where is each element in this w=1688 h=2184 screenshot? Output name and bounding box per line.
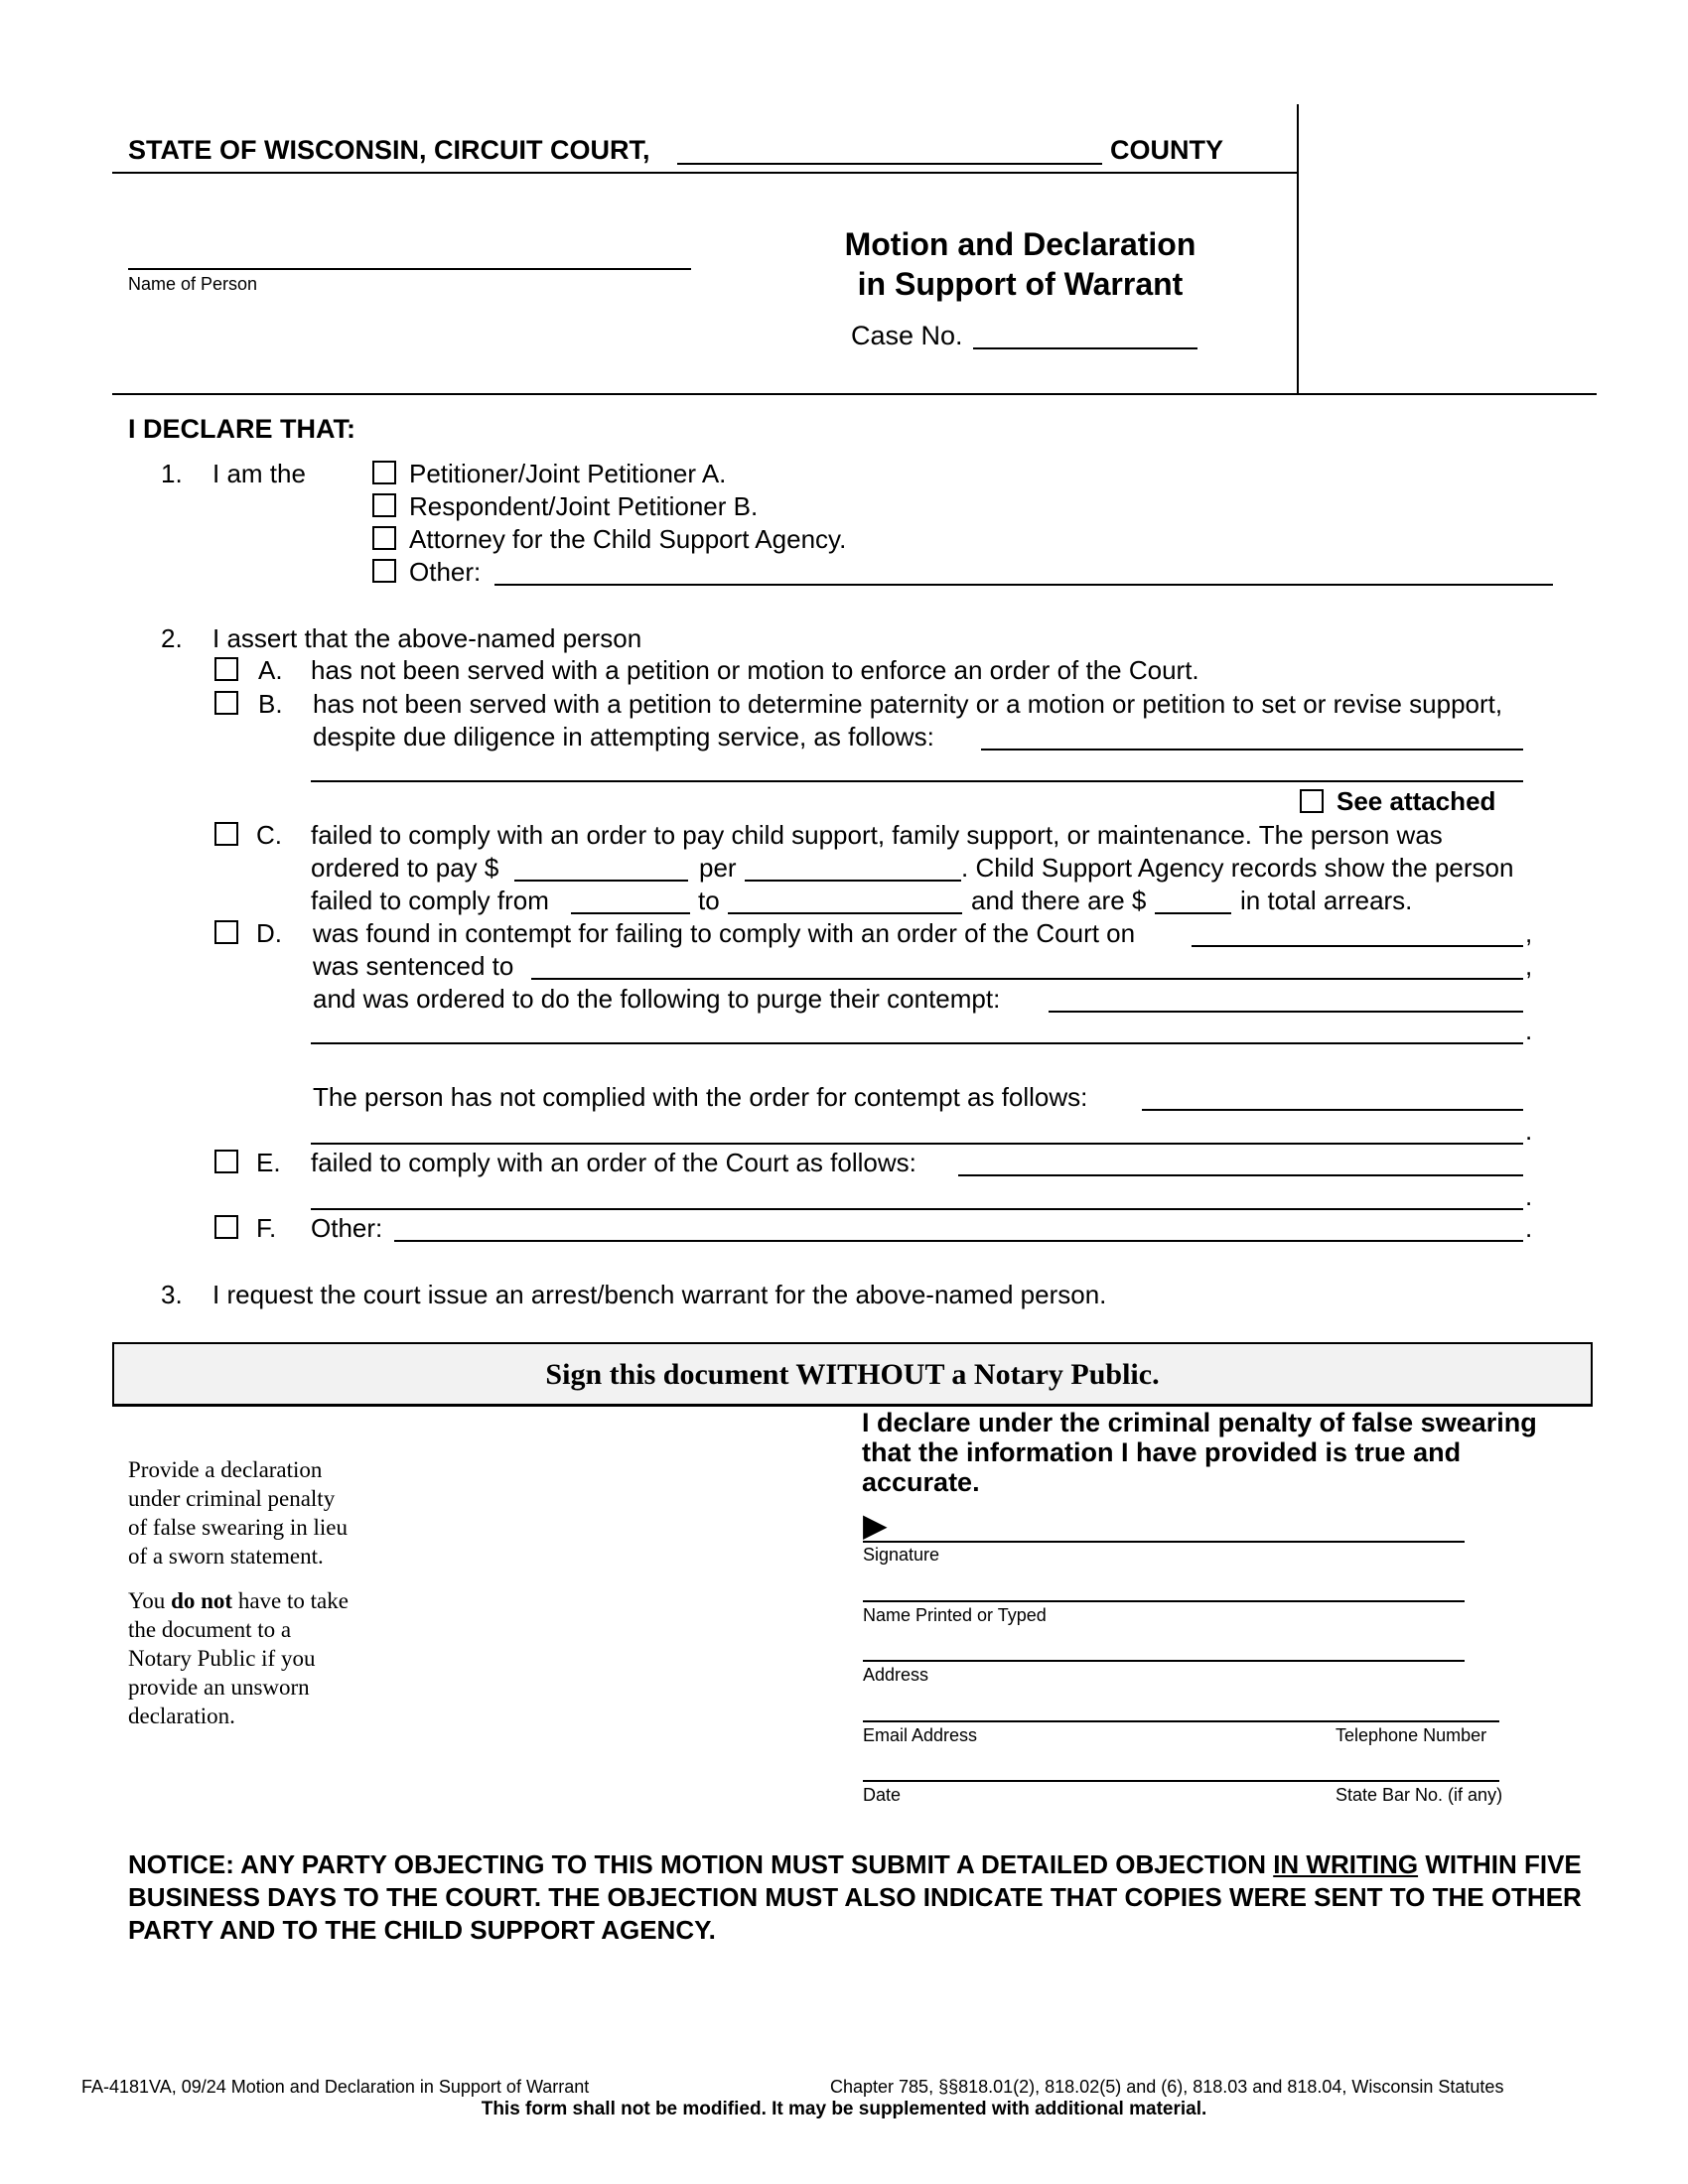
address-underline: [863, 1660, 1465, 1662]
period-1: .: [1525, 1016, 1533, 1045]
item-3-text: I request the court issue an arrest/bench warrant for the above-named person.: [212, 1280, 1107, 1309]
date-bar-underline: [863, 1780, 1499, 1782]
option-b-text-line1: has not been served with a petition to determine paternity or a motion or petition to set or revise support,: [313, 689, 1503, 719]
notice-text-post: WITHIN FIVE BUSINESS DAYS TO THE COURT. THE OBJECTION MUST ALSO INDICATE THAT COPIES WERE SENT TO THE OTHER PARTY AND TO THE CHILD SUPPORT AGENCY.: [128, 1849, 1582, 1945]
option-f-checkbox[interactable]: [214, 1215, 238, 1239]
other-role-underline: [494, 584, 1553, 586]
email-label: Email Address: [863, 1725, 978, 1745]
address-input[interactable]: [863, 1630, 1465, 1660]
email-input[interactable]: [863, 1691, 1300, 1720]
option-e-text: failed to comply with an order of the Court as follows:: [311, 1148, 916, 1177]
support-frequency-input[interactable]: [745, 850, 961, 880]
period-3: .: [1525, 1181, 1533, 1211]
arrears-amount-underline: [1155, 912, 1231, 914]
header-rule: [112, 172, 1299, 174]
caption-bottom-rule: [112, 393, 1597, 395]
option-d-text-line1: was found in contempt for failing to comply with an order of the Court on: [313, 918, 1136, 948]
declaration-text: I declare under the criminal penalty of false swearing that the information I have provided is true and accurate.: [862, 1408, 1537, 1497]
name-printed-underline: [863, 1600, 1465, 1602]
option-c-and-label: and there are $: [971, 886, 1147, 915]
form-title-line1: Motion and Declaration: [844, 226, 1196, 262]
option-b-letter: B.: [258, 689, 283, 719]
objection-notice: [128, 1848, 1588, 1947]
option-c-per-label: per: [699, 853, 737, 883]
sidebar-p2-bold: do not: [171, 1588, 233, 1613]
option-c-checkbox[interactable]: [214, 822, 238, 846]
contempt-noncompliance-input-2[interactable]: [311, 1113, 1523, 1143]
support-amount-input[interactable]: [514, 850, 688, 880]
modification-disclaimer: This form shall not be modified. It may be supplemented with additional material.: [481, 2099, 1207, 2119]
option-b-text-line2: despite due diligence in attempting service, as follows:: [313, 722, 934, 751]
purge-conditions-underline-2: [311, 1042, 1523, 1044]
item-2-lead: I assert that the above-named person: [212, 623, 642, 653]
form-title: [794, 224, 1246, 304]
noncompliance-end-underline: [728, 912, 962, 914]
attorney-option-label: Attorney for the Child Support Agency.: [409, 524, 847, 554]
sign-banner: Sign this document WITHOUT a Notary Public.: [112, 1342, 1593, 1407]
form-title-line2: in Support of Warrant: [857, 266, 1184, 302]
item-1-number: 1.: [161, 459, 183, 488]
support-amount-underline: [514, 880, 688, 882]
date-input[interactable]: [863, 1750, 1300, 1780]
purge-conditions-input[interactable]: [1049, 981, 1523, 1011]
option-d-letter: D.: [256, 918, 282, 948]
other-reason-input[interactable]: [394, 1210, 1523, 1240]
sidebar-p2-post: have to take the document to a Notary Public if you provide an unsworn declaration.: [128, 1588, 349, 1728]
person-name-underline: [128, 268, 691, 270]
service-details-underline-2: [311, 780, 1523, 782]
name-printed-input[interactable]: [863, 1570, 1465, 1600]
item-3-number: 3.: [161, 1280, 183, 1309]
attorney-checkbox[interactable]: [372, 526, 396, 550]
contempt-date-underline: [1192, 945, 1523, 947]
state-bar-label: State Bar No. (if any): [1336, 1785, 1503, 1805]
caption-vertical-rule: [1297, 104, 1299, 394]
contempt-noncompliance-input[interactable]: [1142, 1079, 1523, 1109]
other-role-label: Other:: [409, 557, 482, 587]
case-no-input[interactable]: [973, 316, 1197, 347]
see-attached-label: See attached: [1336, 786, 1496, 816]
option-d-checkbox[interactable]: [214, 920, 238, 944]
person-name-label: Name of Person: [128, 274, 258, 294]
other-role-checkbox[interactable]: [372, 559, 396, 583]
address-label: Address: [863, 1665, 929, 1685]
signature-input[interactable]: [899, 1509, 1465, 1541]
option-c-letter: C.: [256, 820, 282, 850]
county-label: COUNTY: [1110, 135, 1223, 165]
court-label: STATE OF WISCONSIN, CIRCUIT COURT,: [128, 135, 650, 165]
noncompliance-start-input[interactable]: [571, 883, 690, 912]
option-f-text: Other:: [311, 1213, 383, 1243]
option-c-failed-label: failed to comply from: [311, 886, 549, 915]
noncompliance-start-underline: [571, 912, 690, 914]
signature-underline: [863, 1541, 1465, 1543]
sidebar-paragraph-2: [128, 1586, 356, 1730]
county-underline: [677, 163, 1102, 165]
sidebar-note: [128, 1455, 356, 1730]
option-e-letter: E.: [256, 1148, 281, 1177]
case-no-underline: [973, 347, 1197, 349]
respondent-option-label: Respondent/Joint Petitioner B.: [409, 491, 759, 521]
notice-text-pre: NOTICE: ANY PARTY OBJECTING TO THIS MOTION MUST SUBMIT A DETAILED OBJECTION: [128, 1849, 1266, 1879]
comma-1: ,: [1525, 918, 1533, 948]
court-order-noncompliance-underline: [958, 1174, 1523, 1176]
telephone-input[interactable]: [1331, 1691, 1499, 1720]
petitioner-checkbox[interactable]: [372, 461, 396, 484]
telephone-label: Telephone Number: [1336, 1725, 1487, 1745]
item-2-number: 2.: [161, 623, 183, 653]
form-id: FA-4181VA, 09/24 Motion and Declaration in Support of Warrant: [81, 2077, 590, 2097]
item-1-lead: I am the: [212, 459, 306, 488]
purge-conditions-input-2[interactable]: [311, 1013, 1523, 1042]
signature-arrow-icon: ▶: [863, 1507, 888, 1543]
state-bar-input[interactable]: [1331, 1750, 1499, 1780]
support-frequency-underline: [745, 880, 961, 882]
declare-heading: I DECLARE THAT:: [128, 414, 355, 444]
option-d-text-line4: The person has not complied with the order for contempt as follows:: [313, 1082, 1088, 1112]
option-c-to-label: to: [698, 886, 720, 915]
period-2: .: [1525, 1116, 1533, 1146]
noncompliance-end-input[interactable]: [728, 883, 962, 912]
other-reason-underline: [394, 1240, 1523, 1242]
option-a-letter: A.: [258, 655, 283, 685]
signature-label: Signature: [863, 1545, 940, 1565]
comma-2: ,: [1525, 951, 1533, 981]
option-e-checkbox[interactable]: [214, 1150, 238, 1173]
see-attached-checkbox[interactable]: [1300, 789, 1324, 813]
contempt-date-input[interactable]: [1192, 915, 1523, 945]
court-order-noncompliance-input[interactable]: [958, 1145, 1523, 1174]
statute-reference: Chapter 785, §§818.01(2), 818.02(5) and (6), 818.03 and 818.04, Wisconsin Statutes: [830, 2077, 1504, 2097]
option-c-records-text: . Child Support Agency records show the person: [961, 853, 1514, 883]
option-f-letter: F.: [256, 1213, 277, 1243]
other-role-input[interactable]: [494, 554, 1553, 584]
option-d-text-line2: was sentenced to: [313, 951, 514, 981]
respondent-checkbox[interactable]: [372, 493, 396, 517]
option-c-ordered-label: ordered to pay $: [311, 853, 499, 883]
period-4: .: [1525, 1213, 1533, 1243]
county-input[interactable]: [677, 131, 1102, 163]
option-b-checkbox[interactable]: [214, 691, 238, 715]
email-phone-underline: [863, 1720, 1499, 1722]
sidebar-p2-pre: You: [128, 1588, 166, 1613]
option-c-text-line1: failed to comply with an order to pay child support, family support, or maintenance. The person was: [311, 820, 1443, 850]
contempt-noncompliance-underline: [1142, 1109, 1523, 1111]
date-label: Date: [863, 1785, 902, 1805]
option-a-text: has not been served with a petition or motion to enforce an order of the Court.: [311, 655, 1199, 685]
sidebar-paragraph-1: Provide a declaration under criminal penalty of false swearing in lieu of a sworn statement.: [128, 1457, 348, 1569]
petitioner-option-label: Petitioner/Joint Petitioner A.: [409, 459, 727, 488]
service-details-input[interactable]: [981, 719, 1523, 749]
option-c-arrears-label: in total arrears.: [1240, 886, 1413, 915]
court-order-noncompliance-input-2[interactable]: [311, 1178, 1523, 1208]
arrears-amount-input[interactable]: [1155, 883, 1231, 912]
option-d-text-line3: and was ordered to do the following to purge their contempt:: [313, 984, 1001, 1014]
service-details-input-2[interactable]: [311, 751, 1523, 780]
option-a-checkbox[interactable]: [214, 657, 238, 681]
person-name-input[interactable]: [128, 236, 691, 268]
name-printed-label: Name Printed or Typed: [863, 1605, 1047, 1625]
notice-underlined: IN WRITING: [1273, 1849, 1419, 1879]
case-no-label: Case No.: [851, 321, 963, 350]
sentence-input[interactable]: [531, 948, 1523, 978]
sentence-underline: [531, 978, 1523, 980]
